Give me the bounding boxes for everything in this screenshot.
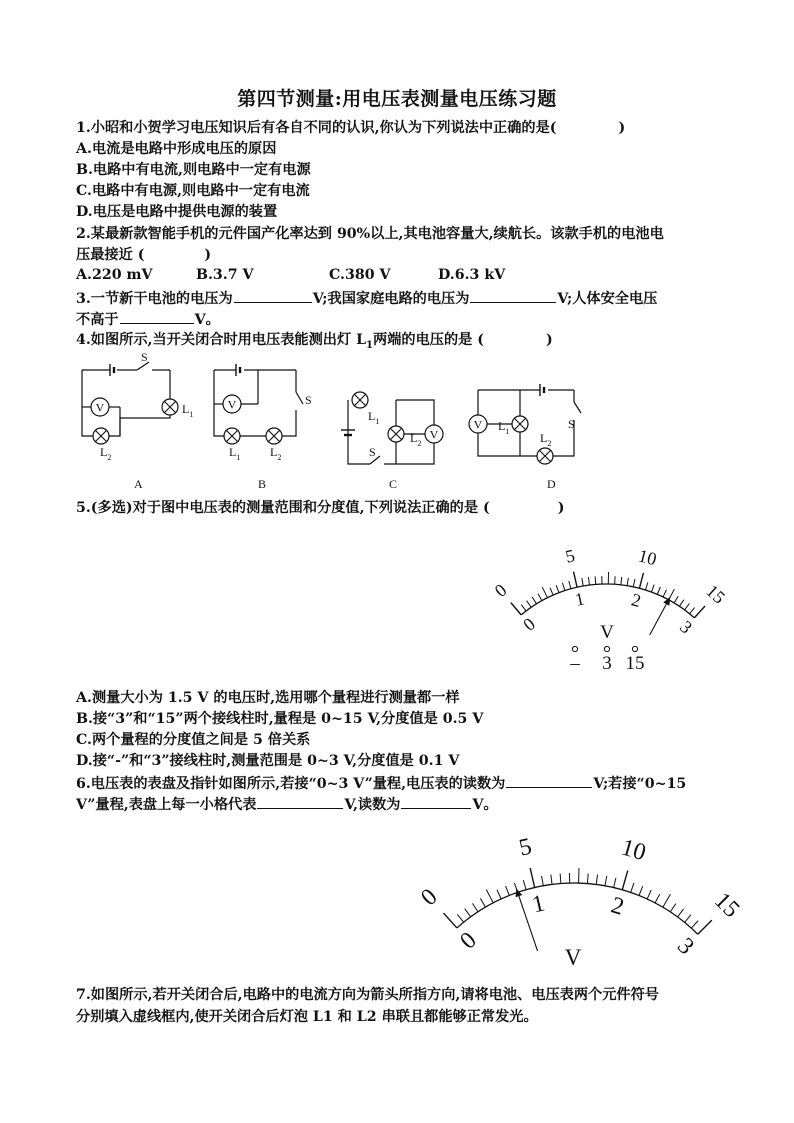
svg-text:V: V	[429, 427, 439, 442]
circuit-d-lamp-l2	[537, 448, 553, 464]
dial-tick	[691, 921, 698, 928]
dial-tick	[663, 590, 666, 597]
dial-tick	[674, 596, 678, 603]
dial-tick	[651, 585, 654, 593]
svg-text:V: V	[473, 417, 483, 432]
dial-tick	[596, 874, 597, 884]
q5-close-paren: )	[557, 500, 565, 516]
dial-tick	[645, 582, 647, 590]
dial-unit-label: V	[600, 622, 614, 643]
q6-line1-a: 6.电压表的表盘及指针如图所示,若接“0~3 V”量程,电压表的读数为	[76, 776, 506, 792]
dial-tick	[472, 903, 477, 911]
q6-line2-c: V。	[472, 797, 498, 813]
dial-tick	[521, 605, 526, 611]
q4-circuit-diagrams	[0, 352, 794, 492]
q2-option-b: B.3.7 V	[196, 267, 254, 283]
terminal-post	[632, 646, 637, 651]
q5-option-a: A.测量大小为 1.5 V 的电压时,选用哪个量程进行测量都一样	[76, 690, 460, 706]
dial-tick	[556, 585, 559, 592]
q3-blank-3[interactable]	[120, 309, 194, 324]
dial-tick	[679, 600, 683, 607]
q1-option-c: C.电路中有电源,则电路中一定有电流	[76, 183, 310, 199]
dial-tick	[690, 608, 695, 614]
dial-unit-label: V	[564, 945, 582, 970]
q2-option-a: A.220 mV	[76, 267, 153, 283]
dial-inner-label: 0	[455, 927, 482, 955]
q4-stem-a: 4.如图所示,当开关闭合时用电压表能测出灯 L	[76, 332, 367, 348]
dial-tick	[538, 594, 542, 601]
q5-option-c: C.两个量程的分度值之间是 5 倍关系	[76, 732, 311, 748]
q1-stem-text: 1.小昭和小贺学习电压知识后有各自不同的认识,你认为下列说法中正确的是(	[76, 120, 557, 136]
dial-tick	[639, 886, 643, 895]
circuit-a-l1-label: $L_1$	[182, 402, 194, 419]
dial-outer-label: 15	[709, 887, 745, 923]
circuit-b-voltmeter	[223, 395, 241, 413]
dial-inner-label: 3	[672, 933, 699, 960]
q6-line2	[76, 794, 498, 815]
q5-stem-text: 5.(多选)对于图中电压表的测量范围和分度值,下列说法正确的是 (	[76, 500, 490, 516]
circuit-d-lamp-l1	[512, 416, 528, 432]
q7-line2: 分别填入虚线框内,使开关闭合后灯泡 L1 和 L2 串联且都能够正常发光。	[76, 1009, 538, 1025]
q2-stem-line2	[76, 245, 211, 265]
circuit-c-l2-label: $L_2$	[410, 431, 422, 448]
dial-tick	[551, 874, 552, 884]
q6-line1-b: V;若接“0~15	[593, 776, 687, 792]
dial-outer-label: 15	[702, 580, 730, 608]
dial-tick	[615, 576, 616, 584]
circuit-d-voltmeter	[469, 415, 487, 433]
terminal-label: –	[570, 653, 580, 674]
dial-outer-label: 0	[416, 883, 443, 912]
dial-tick	[530, 868, 534, 887]
terminal-post	[604, 646, 609, 651]
q2-close-paren: )	[204, 247, 212, 263]
circuit-b-l2-label: $L_2$	[270, 445, 282, 462]
svg-text:V: V	[227, 397, 237, 412]
q3-part3: V;人体安全电压	[557, 291, 658, 307]
dial-tick	[605, 876, 607, 886]
q4-close-paren: )	[545, 332, 553, 348]
circuit-d	[478, 384, 581, 456]
dial-tick	[574, 572, 578, 588]
dial-tick	[542, 587, 547, 598]
dial-outer-label: 5	[563, 545, 577, 567]
q1-close-paren: )	[618, 120, 626, 136]
dial-inner-label: 2	[608, 892, 627, 921]
dial-inner-label: 1	[529, 890, 548, 919]
dial-tick	[685, 604, 690, 610]
q4-components	[82, 350, 575, 491]
dial-arc	[457, 883, 698, 934]
dial-tick	[685, 915, 691, 923]
dial-tick	[569, 581, 571, 589]
circuit-a-l2-label: $L_2$	[100, 445, 112, 462]
q1-option-d: D.电压是电路中提供电源的装置	[76, 204, 278, 220]
dial-tick	[622, 871, 628, 890]
dial-tick	[562, 583, 564, 591]
dial-tick	[486, 889, 493, 902]
dial-tick	[497, 890, 501, 899]
q1-option-b: B.电路中有电流,则电路中一定有电源	[76, 162, 311, 178]
q3-part4: 不高于	[76, 312, 119, 328]
q4-stem-b: 两端的电压的是 (	[373, 332, 484, 348]
dial-tick	[627, 578, 628, 586]
dial-tick	[670, 904, 676, 912]
circuit-b-lamp-l1	[224, 428, 240, 444]
circuit-a-caption: A	[134, 477, 143, 491]
q3-line1	[76, 288, 657, 309]
q6-line1	[76, 773, 686, 794]
terminal-label: 15	[625, 653, 645, 674]
dial-tick	[588, 577, 589, 585]
q5-voltmeter-dial	[490, 516, 756, 686]
svg-text:V: V	[95, 400, 105, 415]
q6-blank-1[interactable]	[506, 773, 592, 788]
dial-tick	[542, 876, 544, 886]
dial-tick	[550, 588, 553, 595]
circuit-d-l1-label: $L_1$	[498, 419, 510, 436]
q7-line1: 7.如图所示,若开关闭合后,电路中的电流方向为箭头所指方向,请将电池、电压表两个元件符号	[76, 987, 659, 1003]
dial-tick	[694, 606, 705, 618]
circuit-d-l2-label: $L_2$	[540, 431, 552, 448]
dial-tick	[527, 601, 532, 608]
q6-line2-b: V,读数为	[344, 797, 401, 813]
dial-tick	[532, 597, 536, 604]
dial-tick	[465, 909, 471, 917]
dial-tick	[582, 578, 583, 586]
q6-blank-2[interactable]	[257, 794, 343, 809]
dial-outer-label: 0	[490, 579, 511, 601]
circuit-a-switch-label: S	[141, 350, 148, 364]
dial-tick	[698, 920, 712, 934]
terminal-label: 3	[602, 653, 612, 674]
dial-tick	[523, 880, 526, 890]
dial-outer-label: 5	[516, 833, 535, 862]
circuit-b-caption: B	[258, 477, 267, 491]
page-title: 第四节测量:用电压表测量电压练习题	[237, 88, 557, 110]
dial-inner-label: 2	[629, 589, 644, 612]
circuit-c-l1-label: $L_1$	[368, 409, 380, 426]
circuit-c-switch-label: S	[369, 445, 376, 459]
q1-option-a: A.电流是电路中形成电压的原因	[76, 141, 277, 157]
q5-stem	[76, 498, 564, 518]
q3-part2: V;我国家庭电路的电压为	[312, 291, 470, 307]
circuit-d-switch-label: S	[568, 417, 575, 431]
dial-tick	[560, 874, 561, 884]
dial-tick	[678, 909, 684, 917]
dial-needle-head	[516, 889, 523, 898]
dial-tick	[639, 573, 643, 588]
q2-stem-line1: 2.某最新款智能手机的元件国产化率达到 90%以上,其电池容量大,续航长。该款手机的电池电	[76, 226, 664, 242]
circuit-c-lamp-l1	[352, 392, 368, 408]
circuit-a-lamp-l2	[93, 428, 109, 444]
dial-tick	[511, 603, 521, 615]
q3-line2	[76, 309, 220, 330]
dial-outer-label: 10	[636, 545, 659, 570]
circuit-c-caption: C	[389, 477, 398, 491]
dial-inner-label: 1	[573, 588, 587, 610]
q2-option-c: C.380 V	[329, 267, 391, 283]
q3-blank-2[interactable]	[470, 288, 556, 303]
dial-tick	[506, 886, 510, 895]
q2-option-d: D.6.3 kV	[438, 267, 506, 283]
circuit-b-switch-label: S	[305, 393, 312, 407]
q6-line2-a: V”量程,表盘上每一小格代表	[76, 797, 257, 813]
dial-inner-label: 0	[519, 613, 539, 635]
q4-stem-sub: 1	[366, 339, 374, 351]
q2-stem-text: 压最接近 (	[76, 247, 145, 263]
dial-tick	[647, 890, 651, 899]
dial-tick	[655, 894, 660, 903]
dial-tick	[614, 878, 616, 888]
dial-tick	[631, 883, 634, 892]
terminal-post	[572, 646, 577, 651]
dial-tick	[444, 913, 457, 928]
dial-tick	[633, 579, 635, 587]
circuit-a-voltmeter	[91, 398, 109, 416]
dial-tick	[621, 577, 622, 585]
q3-blank-1[interactable]	[234, 288, 312, 303]
circuit-c	[341, 400, 434, 464]
q3-part5: V。	[194, 312, 220, 328]
dial-tick	[457, 914, 463, 922]
dial-tick	[480, 898, 485, 907]
dial-outer-label: 10	[618, 834, 649, 867]
circuit-b-lamp-l2	[266, 428, 282, 444]
circuit-c-voltmeter	[425, 425, 443, 443]
q6-voltmeter-dial	[416, 818, 745, 978]
dial-inner-label: 3	[676, 616, 697, 638]
dial-tick	[657, 587, 660, 594]
dial-tick	[587, 874, 588, 884]
dial-tick	[595, 576, 596, 584]
q3-part1: 3.一节新干电池的电压为	[76, 291, 233, 307]
circuit-c-lamp-l2	[388, 426, 404, 442]
circuit-b-l1-label: $L_1$	[229, 445, 241, 462]
q5-option-b: B.接“3”和“15”两个接线柱时,量程是 0~15 V,分度值是 0.5 V	[76, 711, 484, 727]
circuit-d-caption: D	[547, 477, 556, 491]
q6-blank-3[interactable]	[401, 794, 471, 809]
q5-option-d: D.接“-”和“3”接线柱时,测量范围是 0~3 V,分度值是 0.1 V	[76, 753, 460, 769]
dial-tick	[663, 894, 671, 907]
circuit-a-lamp-l1	[162, 399, 178, 415]
q1-stem	[76, 118, 625, 138]
